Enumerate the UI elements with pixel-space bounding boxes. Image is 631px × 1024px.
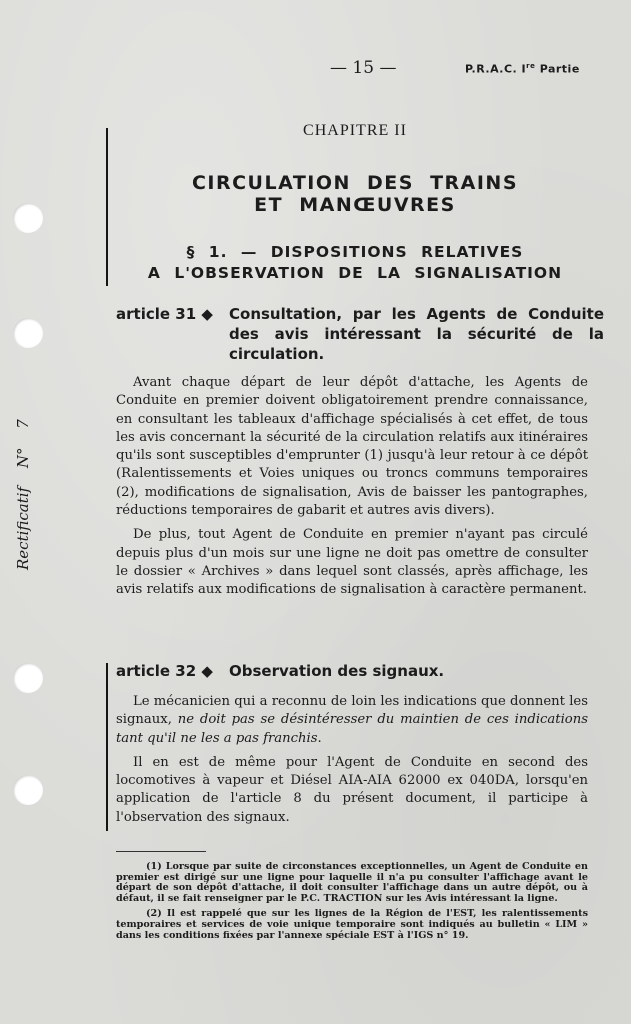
article-title: Consultation, par les Agents de Conduite des avis intéressant la sécurité de la circulation. (229, 305, 604, 363)
chapter-title-line: ET MANŒUVRES (254, 194, 456, 216)
article-32-body (116, 693, 588, 827)
footnote-rule (116, 851, 206, 852)
footnote: (1) Lorsque par suite de circonstances exceptionnelles, un Agent de Conduite en premier est dirigé sur une ligne pour laquelle il n'a pu consulter l'affichage avant le départ de son dépôt d'attache, il doit consulter l'affichage dans un autre dépôt, ou à défaut, il se fait renseigner par le P.C. TRACTION sur les Avis intéressant la ligne. (116, 861, 588, 904)
article-label: article 31 ◆ (116, 305, 213, 323)
punch-hole (13, 203, 43, 233)
paragraph: Il en est de même pour l'Agent de Conduite en second des locomotives à vapeur et Diésel AIA-AIA 62000 ex 040DA, lorsqu'en application de l'article 8 du présent document, il participe à l'observation des signaux. (116, 754, 588, 825)
header-reference: P.R.A.C. Ire Partie (465, 62, 580, 76)
punch-hole (13, 663, 43, 693)
footnote: (2) Il est rappelé que sur les lignes de la Région de l'EST, les ralentissements temporaires et services de voie unique temporaire sont indiqués au bulletin « LIM » dans les conditions fixées par l'annexe spéciale EST à l'IGS n° 19. (116, 908, 588, 941)
chapter-title-line: CIRCULATION DES TRAINS (191, 172, 519, 194)
page-number: — 15 — (330, 58, 397, 78)
section-heading (110, 242, 600, 284)
paragraph: Le mécanicien qui a reconnu de loin les indications que donnent les signaux, ne doit pas se désintéresser du maintien de ces indications tant qu'il ne les a pas franchis. (116, 694, 589, 746)
section-heading-line: § 1. — DISPOSITIONS RELATIVES (186, 243, 524, 261)
punch-hole (13, 775, 43, 805)
paragraph: Avant chaque départ de leur dépôt d'attache, les Agents de Conduite en premier doivent obligatoirement prendre connaissance, en consultant les tableaux d'affichage spécialisés à cet effet, de tous les avis concernant la sécurité de la circulation relatifs aux itinéraires qu'ils sont susceptibles d'emprunter (1) jusqu'à leur retour à ce dépôt (Ralentissements et Voies uniques ou troncs communs temporaires (2), modifications de signalisation, Avis de baisser les pantographes, réductions temporaires de gabarit et autres avis divers). (116, 375, 588, 519)
article-label: article 32 ◆ (116, 662, 213, 680)
footnotes (116, 862, 588, 941)
paragraph: De plus, tout Agent de Conduite en premier n'ayant pas circulé depuis plus d'un mois sur une ligne ne doit pas omettre de consulter le dossier « Archives » dans lequel sont classés, après affichage, les avis relatifs aux modifications de signalisation à caractère permanent. (116, 527, 588, 598)
section-heading-line: A L'OBSERVATION DE LA SIGNALISATION (147, 264, 563, 282)
punch-hole (13, 318, 43, 348)
chapter-title (110, 172, 600, 216)
margin-bar (106, 128, 108, 286)
article-title: Observation des signaux. (229, 662, 445, 680)
margin-bar (106, 663, 108, 831)
article-31-body (116, 374, 588, 600)
side-note: Rectificatif N° 7 (14, 419, 32, 570)
chapter-heading: CHAPITRE II (303, 122, 407, 139)
